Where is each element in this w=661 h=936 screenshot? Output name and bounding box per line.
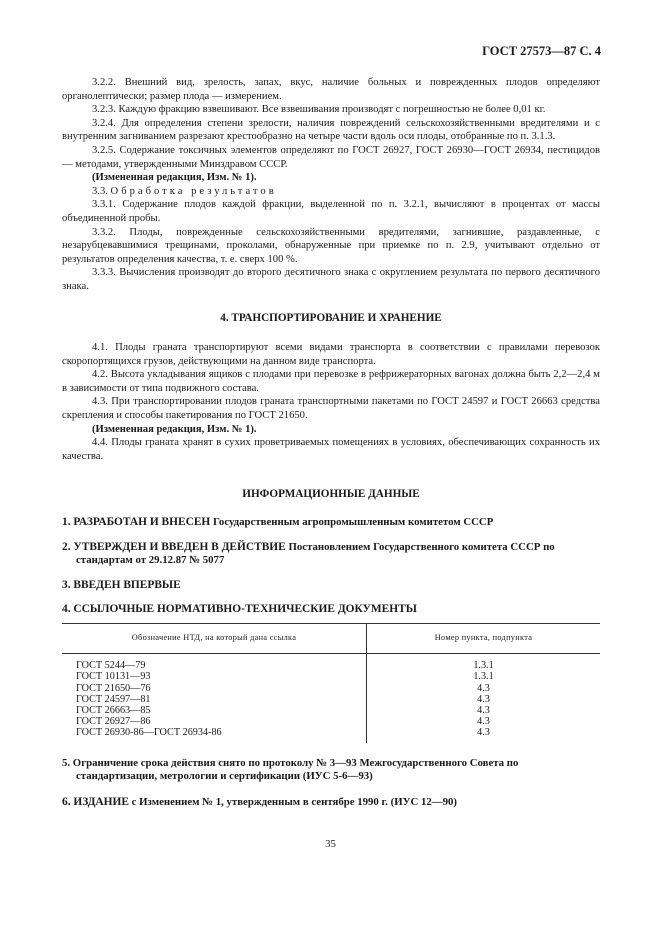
- cell-document: ГОСТ 5244—79: [62, 654, 367, 672]
- info-item-1: [62, 516, 600, 530]
- table-row: [62, 671, 600, 682]
- cell-item: 4.3: [477, 727, 490, 739]
- subheading-number: 3.3.: [92, 185, 108, 197]
- column-header-document: Обозначение НТД, на который дана ссылка: [62, 624, 367, 654]
- cell-document: ГОСТ 26930-86—ГОСТ 26934-86: [62, 727, 367, 742]
- info-item-2-text: Постановлением Государственного комитета СССР по стандартам от 29.12.87 № 5077: [76, 540, 555, 567]
- column-header-item: Номер пункта, подпункта: [367, 624, 601, 654]
- subheading-3-3: [62, 185, 600, 199]
- paragraph-3-3-2: 3.3.2. Плоды, поврежденные сельскохозяйственными вредителями, загнившие, раздавленные, с незарубцевавшимися трещинами, проколами, обнаруженные при приемке по п. 2.9, учитывают отдельно от результатов определения качества, т. е. сверх 100 %.: [62, 226, 600, 265]
- table-row: [62, 654, 600, 672]
- paragraph-3-2-3: 3.2.3. Каждую фракцию взвешивают. Все взвешивания производят с погрешностью не более 0,01 кг.: [92, 104, 546, 116]
- cell-document: ГОСТ 24597—81: [62, 694, 367, 705]
- table-row: [62, 694, 600, 705]
- table-row: [62, 727, 600, 742]
- info-item-1-caps: 1. РАЗРАБОТАН И ВНЕСЕН: [62, 516, 211, 529]
- table-row: [62, 705, 600, 716]
- paragraph-3-3-1: 3.3.1. Содержание плодов каждой фракции, выделенной по п. 3.2.1, вычисляют в процентах от массы объединенной пробы.: [62, 199, 600, 224]
- cell-item: 1.3.1: [473, 671, 494, 683]
- edition-note: (Измененная редакция, Изм. № 1).: [92, 172, 257, 184]
- table-row: [62, 683, 600, 694]
- paragraph-4-3: 4.3. При транспортировании плодов граната транспортными пакетами по ГОСТ 24597 и ГОСТ 26663 средства скрепления и способы пакетирования по ГОСТ 21650.: [62, 396, 600, 422]
- info-item-4: [62, 603, 600, 617]
- cell-item: 1.3.1: [473, 660, 494, 672]
- table-row: [62, 716, 600, 727]
- cell-item: 4.3: [477, 716, 490, 728]
- info-item-6-caps: 6. ИЗДАНИЕ: [62, 795, 129, 808]
- info-item-1-text: Государственным агропромышленным комитетом СССР: [210, 516, 494, 529]
- paragraph-3-2-5: 3.2.5. Содержание токсичных элементов определяют по ГОСТ 26927, ГОСТ 26930—ГОСТ 26934, пестицидов — методами, утвержденными Минздравом СССР.: [62, 144, 600, 170]
- paragraph-4-2: 4.2. Высота укладывания ящиков с плодами при перевозке в рефрижераторных вагонах должна быть 2,2—2,4 м в зависимости от типа подвижного состава.: [62, 369, 600, 394]
- paragraph-4-4: 4.4. Плоды граната хранят в сухих проветриваемых помещениях в условиях, обеспечивающих сохранность их качества.: [62, 437, 600, 462]
- document-body: [62, 76, 600, 809]
- edition-note: (Измененная редакция, Изм. № 1).: [92, 423, 257, 435]
- paragraph-3-2-4: 3.2.4. Для определения степени зрелости, наличия повреждений сельскохозяйственными вредителями и с внутренним загниванием разрезают крестообразно на четыре части вдоль оси плоды, отобранные по п. 3.1.3.: [62, 117, 600, 143]
- table-header-row: [62, 624, 600, 654]
- cell-document: ГОСТ 21650—76: [62, 683, 367, 694]
- cell-document: ГОСТ 26663—85: [62, 705, 367, 716]
- info-item-3: [62, 579, 600, 593]
- info-heading: ИНФОРМАЦИОННЫЕ ДАННЫЕ: [242, 488, 420, 501]
- cell-item: 4.3: [477, 682, 490, 694]
- info-item-6-text: с Изменением № 1, утвержденным в сентябре 1990 г. (ИУС 12—90): [128, 795, 457, 808]
- subheading-title: Обработка результатов: [110, 185, 277, 197]
- reference-documents-table: [62, 623, 600, 743]
- paragraph-4-1: 4.1. Плоды граната транспортируют всеми видами транспорта в соответствии с правилами перевозок скоропортящихся грузов, действующими на данном виде транспорта.: [62, 342, 600, 367]
- page-number: 35: [325, 838, 336, 850]
- info-item-6: [62, 796, 600, 810]
- section-4-heading: 4. ТРАНСПОРТИРОВАНИЕ И ХРАНЕНИЕ: [220, 311, 442, 324]
- info-item-5: 5. Ограничение срока действия снято по протоколу № 3—93 Межгосударственного Совета по стандартизации, метрологии и сертификации (ИУС 5-6—93): [62, 756, 519, 783]
- cell-document: ГОСТ 26927—86: [62, 716, 367, 727]
- cell-item: 4.3: [477, 705, 490, 717]
- paragraph-3-3-3: 3.3.3. Вычисления производят до второго десятичного знака с округлением результата по первого десятичного знака.: [62, 267, 600, 292]
- cell-item: 4.3: [477, 693, 490, 705]
- page-header: ГОСТ 27573—87 С. 4: [482, 44, 601, 58]
- paragraph-3-2-2: 3.2.2. Внешний вид, зрелость, запах, вкус, наличие больных и поврежденных плодов определяют органолептически; размер плода — измерением.: [62, 77, 600, 102]
- info-item-4-caps: 4. ССЫЛОЧНЫЕ НОРМАТИВНО-ТЕХНИЧЕСКИЕ ДОКУМЕНТЫ: [62, 603, 417, 616]
- table-body: [62, 654, 600, 743]
- info-item-3-caps: 3. ВВЕДЕН ВПЕРВЫЕ: [62, 578, 181, 591]
- info-item-2-caps: 2. УТВЕРЖДЕН И ВВЕДЕН В ДЕЙСТВИЕ: [62, 540, 286, 553]
- info-item-2: [62, 541, 600, 568]
- cell-document: ГОСТ 10131—93: [62, 671, 367, 682]
